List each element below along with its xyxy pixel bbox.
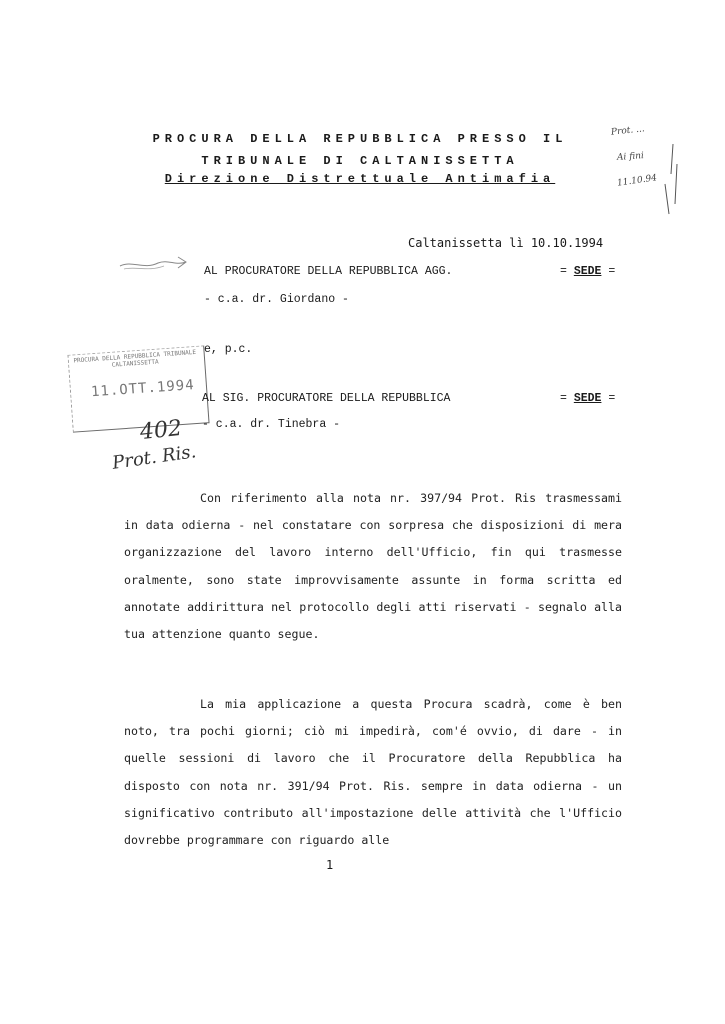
marginal-line-3: 11.10.94 — [616, 173, 658, 189]
stamp-date: 11.OTT.1994 — [90, 377, 196, 401]
body-paragraph-1: Con riferimento alla nota nr. 397/94 Prot. Ris trasmessami in data odierna - nel constatare con sorpresa che disposizioni di mera organizzazione del lavoro interno dell'Ufficio, fin qui trasmesse oralmente, sono state improvvisamente assunte in forma scritta ed annotate addirittura nel protocollo degli atti riservati - segnalo alla tua attenzione quanto segue. — [124, 491, 622, 642]
recipient-1-attention: - c.a. dr. Giordano - — [204, 293, 349, 306]
recipient-2-attention: - c.a. dr. Tinebra - — [202, 418, 341, 431]
header-office: PROCURA DELLA REPUBBLICA PRESSO IL — [152, 132, 568, 146]
marginal-line-2: Ai fini — [616, 151, 645, 163]
arrow-scribble-icon — [118, 254, 190, 276]
letter-date: Caltanissetta lì 10.10.1994 — [408, 236, 604, 250]
marginal-line-1: Prot. ... — [610, 124, 646, 138]
handwritten-marginal-note — [603, 104, 685, 224]
marginal-scribble-icon — [603, 104, 685, 224]
recipient-1-sede: = SEDE = — [560, 265, 616, 278]
recipient-2-sede: = SEDE = — [560, 392, 616, 405]
header-directorate: Direzione Distrettuale Antimafia — [164, 172, 556, 186]
page-number: 1 — [326, 858, 334, 872]
sede-label: SEDE — [573, 265, 602, 278]
recipient-2-title: AL SIG. PROCURATORE DELLA REPUBBLICA — [202, 392, 451, 405]
sede-label: SEDE — [573, 392, 602, 405]
carbon-copy-label: e, p.c. — [204, 343, 253, 356]
handwritten-prot-ris: Prot. Ris. — [110, 441, 198, 474]
header-tribunal: TRIBUNALE DI CALTANISSETTA — [201, 154, 519, 168]
stamp-header: PROCURA DELLA REPUBBLICA TRIBUNALE CALTANISSETTA — [73, 348, 197, 369]
body-paragraph-2: La mia applicazione a questa Procura scadrà, come è ben noto, tra pochi giorni; ciò mi impedirà, com'é ovvio, di dare - in quelle sessioni di lavoro che il Procuratore della Repubblica ha disposto con nota nr. 391/94 Prot. Ris. sempre in data odierna - un significativo contributo all'impostazione delle attività che l'Ufficio dovrebbe programmare con riguardo alle — [124, 697, 622, 848]
handwritten-protocol-number: 402 — [138, 415, 184, 446]
recipient-1-title: AL PROCURATORE DELLA REPUBBLICA AGG. — [204, 265, 453, 278]
